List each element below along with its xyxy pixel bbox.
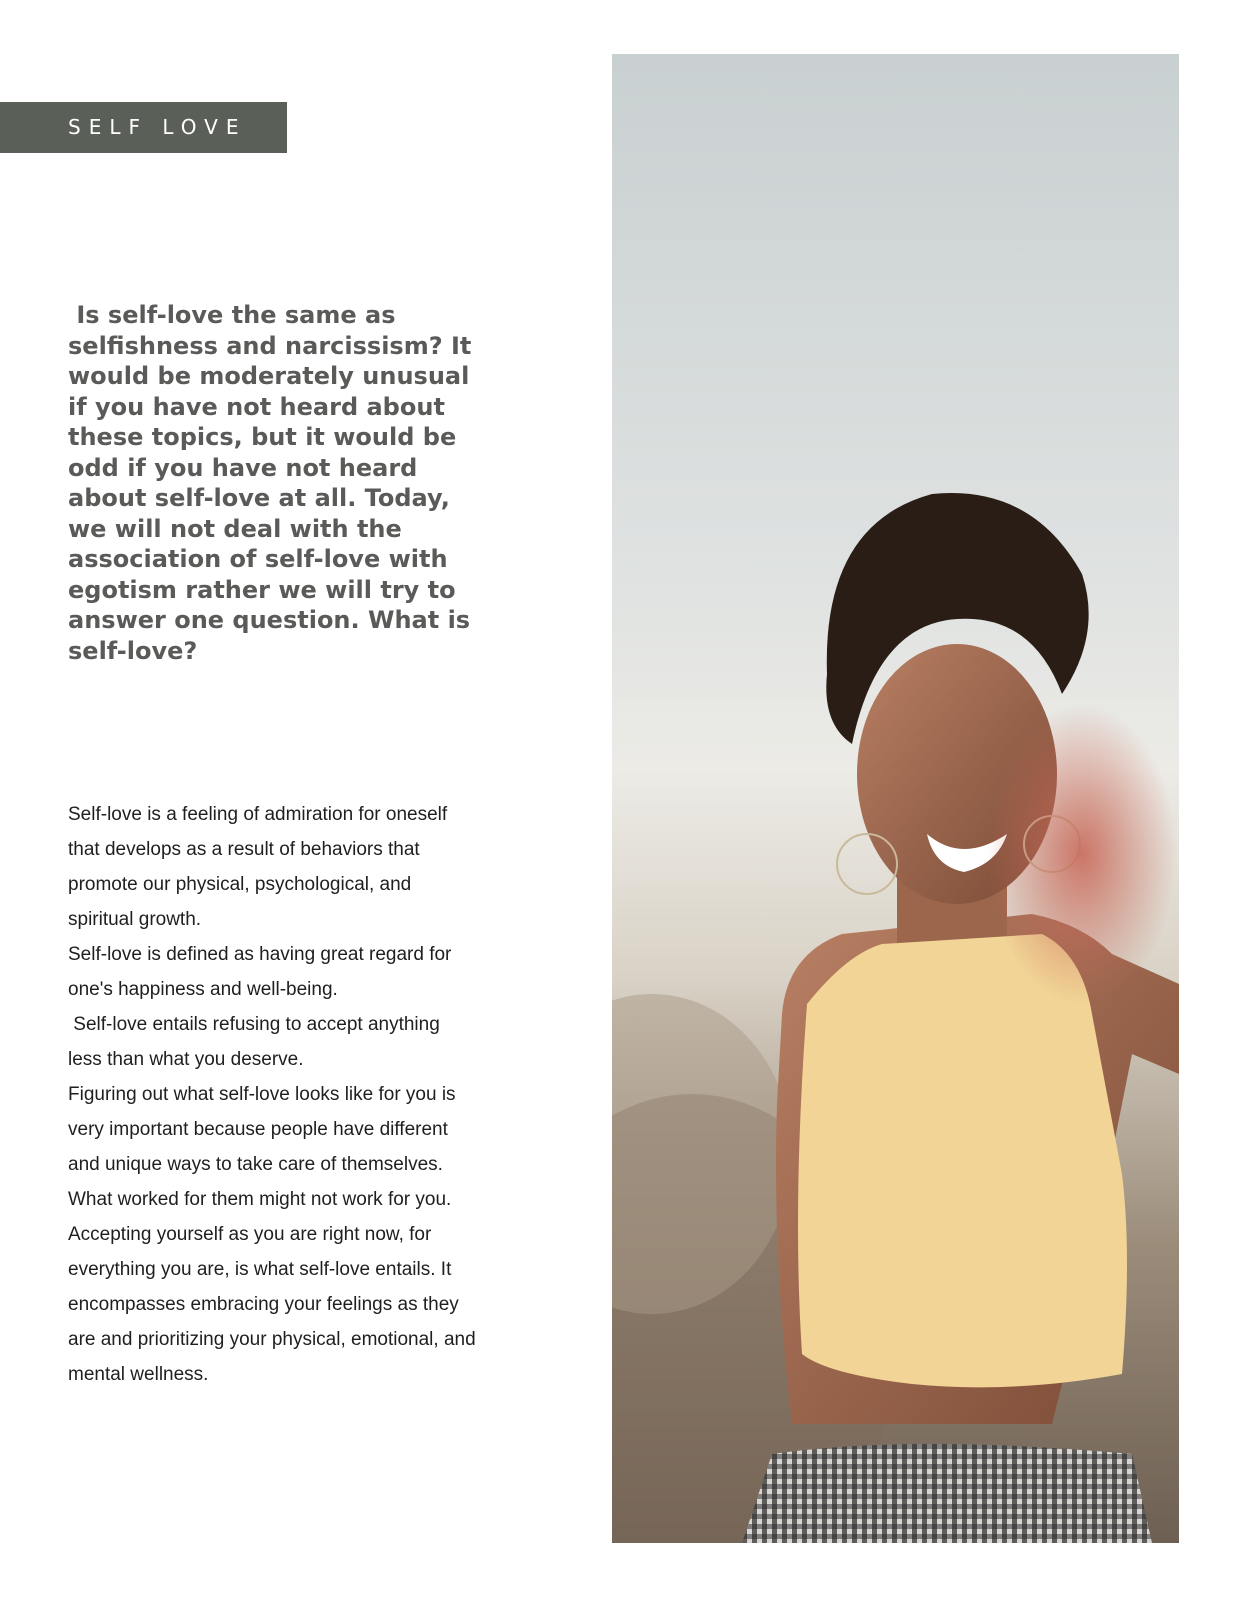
body-paragraph: Self-love is a feeling of admiration for oneself that develops as a result of behaviors that promote our physical, psychological, and spiritual growth. bbox=[68, 804, 453, 930]
body-paragraph: Self-love is defined as having great regard for one's happiness and well-being. bbox=[68, 944, 457, 1000]
body-text bbox=[68, 797, 481, 1392]
body-paragraph: Figuring out what self-love looks like for you is very important because people have different and unique ways to take care of themselves. What worked for them might not work for you. bbox=[68, 1084, 461, 1210]
body-paragraph: Self-love entails refusing to accept anything less than what you deserve. bbox=[68, 1014, 446, 1070]
lead-paragraph: Is self-love the same as selfishness and narcissism? It would be moderately unusual if you have not heard about these topics, but it would be odd if you have not heard about self-love at all. Today, we will not deal with the association of self-love with egotism rather we will try to answer one question. What is self-love? bbox=[68, 301, 480, 665]
smiling-woman-photo bbox=[612, 54, 1179, 1543]
body-paragraph: Accepting yourself as you are right now, for everything you are, is what self-love entails. It encompasses embracing your feelings as they are and prioritizing your physical, emotional, and mental wellness. bbox=[68, 1224, 481, 1385]
section-tag bbox=[0, 102, 287, 153]
section-tag-label: SELF LOVE bbox=[68, 115, 247, 139]
